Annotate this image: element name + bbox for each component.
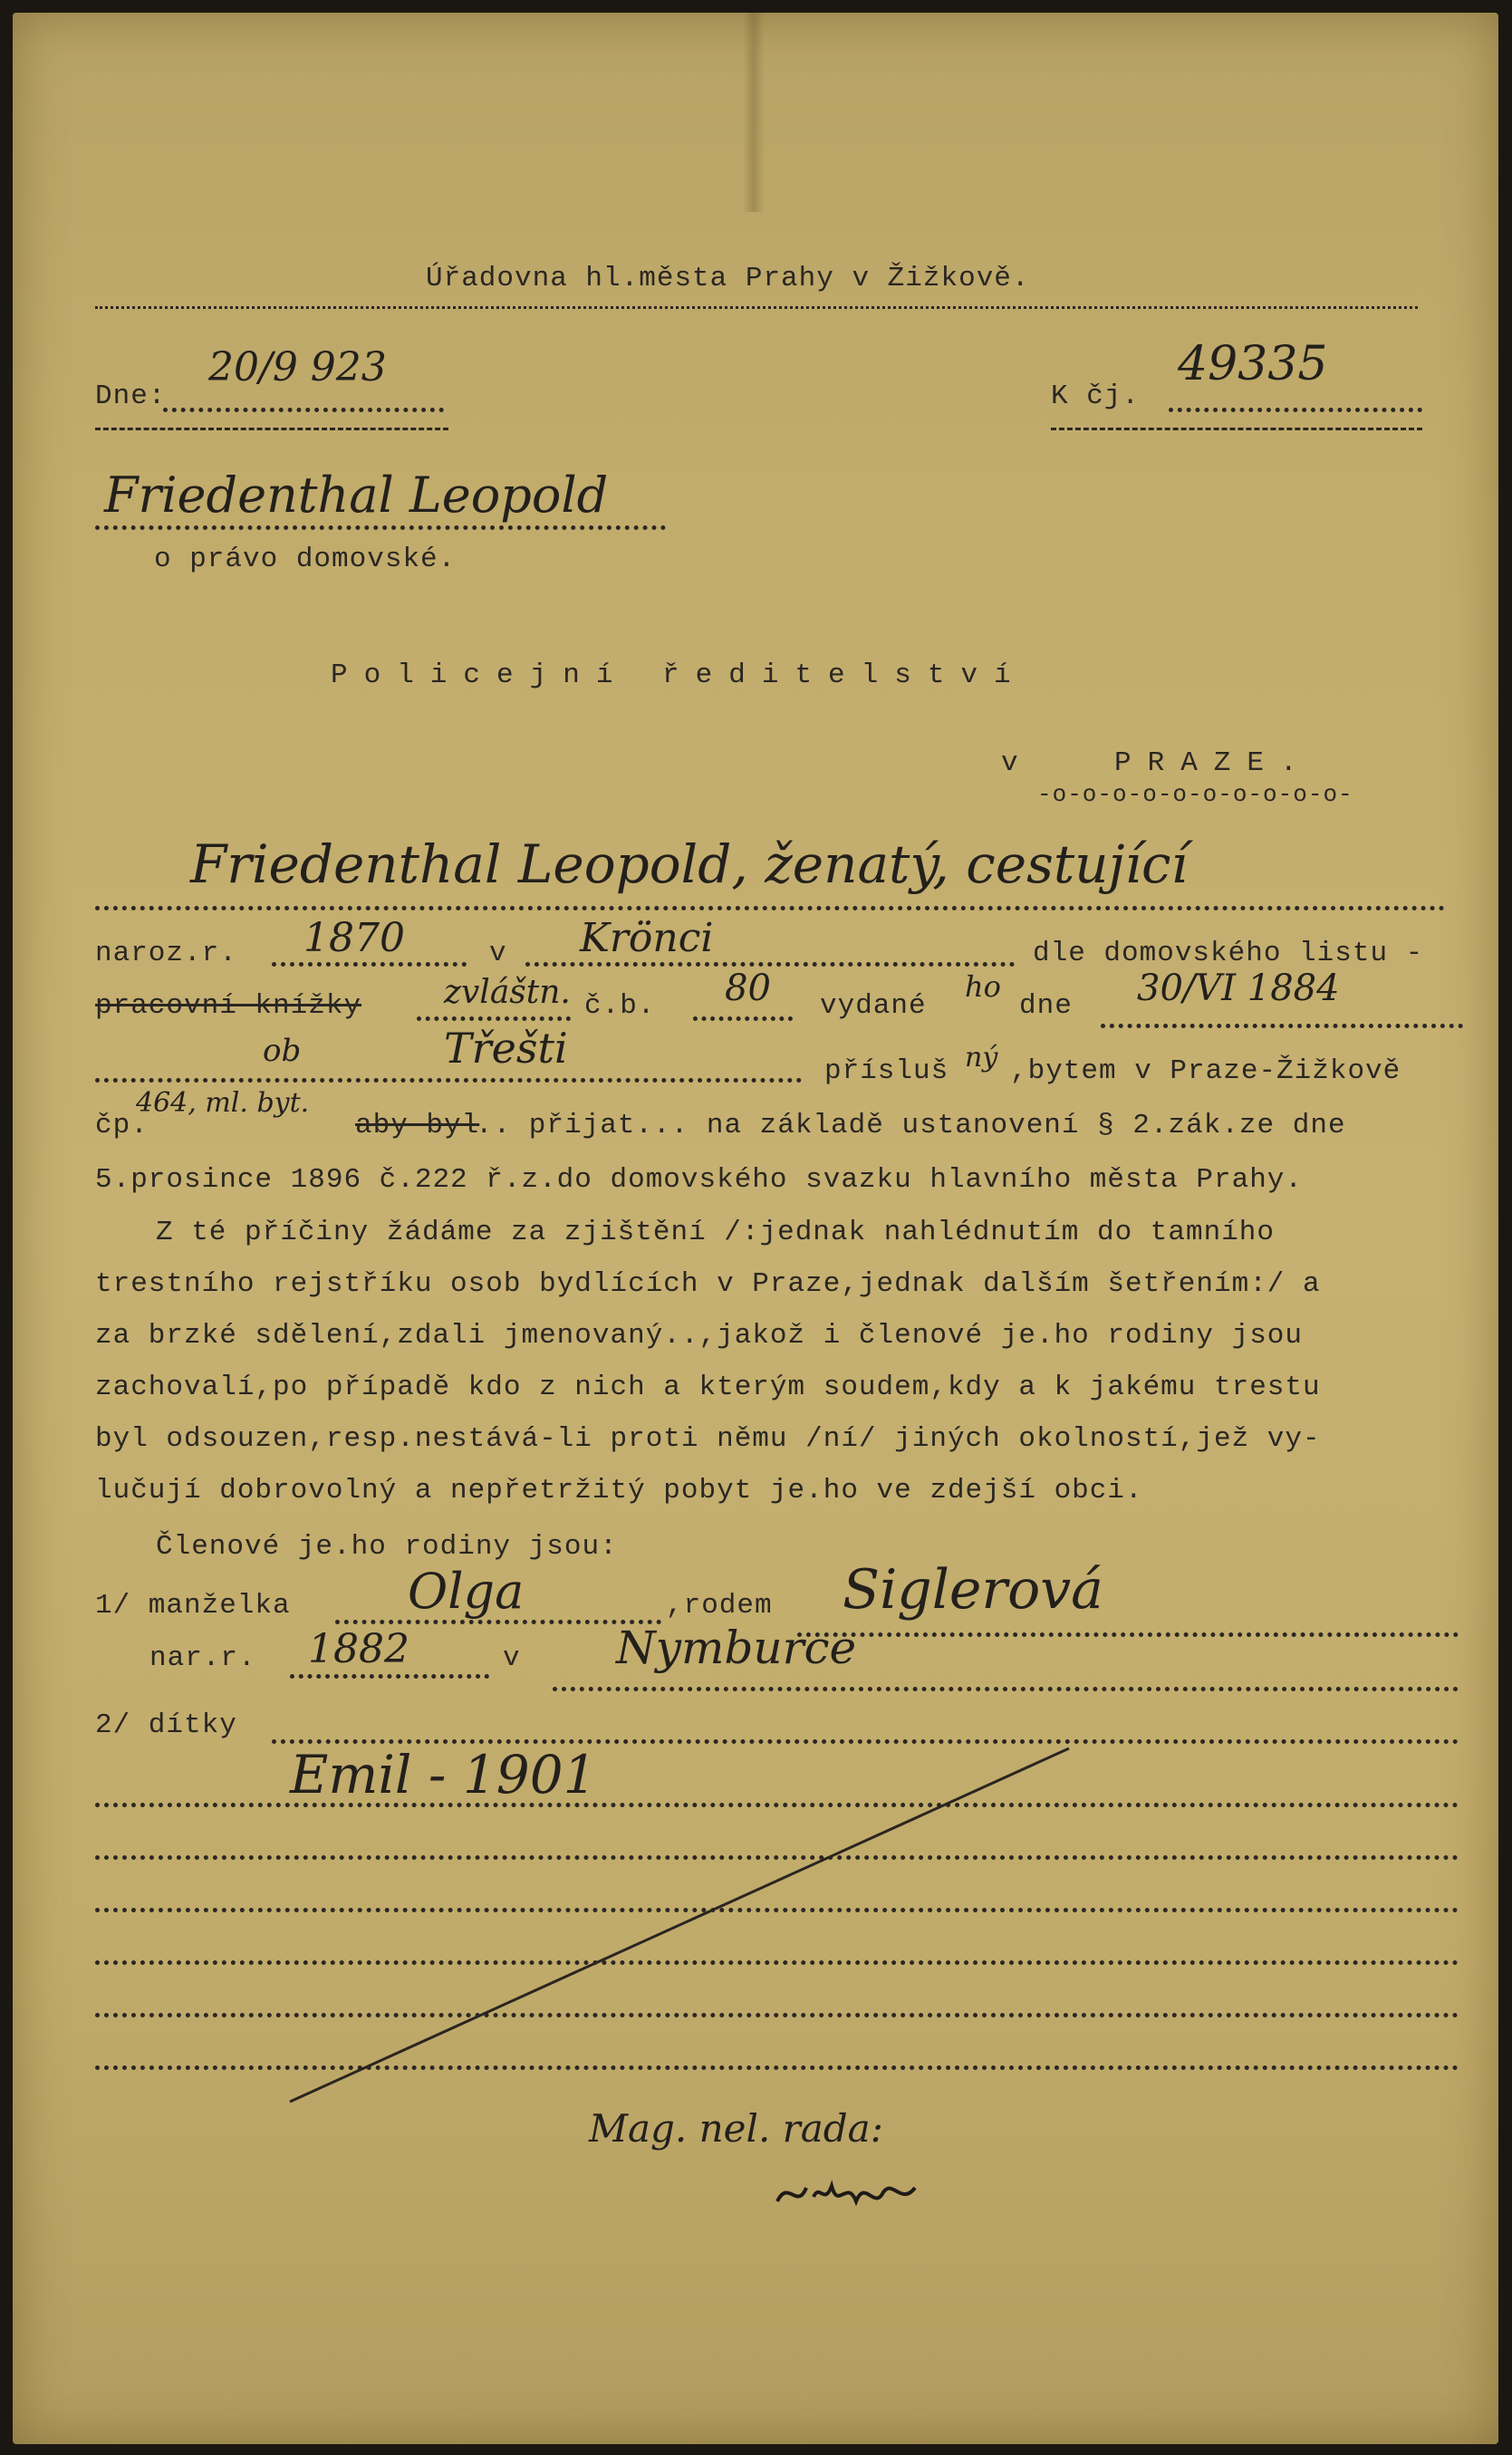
cp-label: čp. (95, 1110, 149, 1141)
request-line-2: trestního rejstříku osob bydlících v Praze,jednak dalším šetřením:/ a (95, 1268, 1321, 1300)
issued-suffix: ho (965, 969, 1001, 1004)
wife-birth-place-dots (553, 1687, 1459, 1691)
cp-value: 464, ml. byt. (136, 1087, 310, 1119)
cb-value: 80 (725, 968, 771, 1009)
work-book-struck: pracovní knížky (95, 990, 362, 1022)
request-line-1: Z té příčiny žádáme za zjištění /:jednak nahlédnutím do tamního (156, 1217, 1275, 1248)
wife-v: v (503, 1642, 521, 1674)
child-entry: Emil - 1901 (290, 1744, 597, 1805)
request-line-5: byl odsouzen,resp.nestává-li proti němu /ní/ jiných okolností,jež vy- (95, 1423, 1321, 1455)
belonging-suffix: ný (965, 1042, 998, 1073)
subject-name: Friedenthal Leopold (104, 467, 609, 524)
birth-place-dots (525, 962, 1015, 967)
wife-label: 1/ manželka (95, 1590, 291, 1622)
date-underline (95, 428, 448, 430)
place-prefix-hw: ob (263, 1033, 302, 1069)
signature (770, 2161, 933, 2224)
ref-value: 49335 (1178, 337, 1328, 391)
wife-maiden-name: Siglerová (843, 1558, 1103, 1622)
issue-date: 30/VI 1884 (1137, 968, 1340, 1009)
children-label: 2/ dítky (95, 1709, 237, 1741)
issuer-handwritten: zvláštn. (444, 974, 571, 1011)
place-dots (95, 1078, 802, 1083)
person-dots (95, 906, 1445, 910)
subject-dots (95, 525, 666, 530)
ref-dots (1169, 408, 1422, 412)
date-label: Dne: (95, 380, 167, 412)
addressee-prefix: v (1001, 747, 1019, 779)
wife-birth-year-dots (290, 1674, 489, 1679)
date-dots (163, 408, 444, 412)
place-hw: Třešti (444, 1024, 568, 1073)
addressee-city: PRAZE. (1114, 747, 1314, 779)
request-line-3: za brzké sdělení,zdali jmenovaný..,jakož i členové je.ho rodiny jsou (95, 1320, 1304, 1352)
person-description: Friedenthal Leopold, ženatý, cestující (190, 833, 1189, 895)
cancel-stroke (272, 1739, 1087, 2120)
request-line-4: zachovalí,po případě kdo z nich a kterým soudem,kdy a k jakému trestu (95, 1372, 1321, 1403)
naroz-label: naroz.r. (95, 938, 237, 969)
ref-underline (1051, 428, 1422, 430)
rodem-label: ,rodem (666, 1590, 773, 1622)
wife-birth-year: 1882 (308, 1626, 409, 1672)
request-line-6: lučují dobrovolný a nepřetržitý pobyt je.ho ve zdejší obci. (95, 1475, 1143, 1507)
residence-text: ,bytem v Praze-Žižkově (1010, 1055, 1401, 1087)
cb-label: č.b. (584, 990, 656, 1022)
birth-place: Krönci (580, 915, 714, 961)
wife-birth-place: Nymburce (616, 1622, 857, 1674)
acceptance-text: .. přijat... na základě ustanovení § 2.zák.ze dne (476, 1110, 1346, 1141)
subject-topic: o právo domovské. (154, 544, 457, 575)
wife-name: Olga (408, 1563, 525, 1620)
aby-byl-struck: aby byl (355, 1110, 480, 1141)
cb-dots (693, 1016, 793, 1021)
birth-year: 1870 (303, 915, 405, 961)
domicile-list-text: dle domovského listu - (1033, 938, 1424, 969)
law-line: 5.prosince 1896 č.222 ř.z.do domovského svazku hlavního města Prahy. (95, 1164, 1304, 1196)
note-handwritten: Mag. nel. rada: (589, 2106, 883, 2151)
paper-fold (743, 13, 765, 212)
birth-v: v (489, 938, 507, 969)
belonging-label: přísluš (824, 1055, 949, 1087)
addressee-underline: -o-o-o-o-o-o-o-o-o-o- (1037, 781, 1353, 808)
wife-name-dots (335, 1620, 661, 1624)
members-intro: Členové je.ho rodiny jsou: (156, 1531, 618, 1563)
header-separator (95, 306, 1418, 309)
ref-label: K čj. (1051, 380, 1141, 412)
issued-label: vydané (820, 990, 927, 1022)
office-heading: Úřadovna hl.města Prahy v Žižkově. (426, 263, 1030, 294)
birth-year-dots (272, 962, 467, 967)
issue-date-dots (1101, 1024, 1463, 1028)
date-word: dne (1019, 990, 1073, 1022)
wife-birth-label: nar.r. (149, 1642, 256, 1674)
issuer-dots (417, 1016, 571, 1021)
addressee-line1: Policejní ředitelství (331, 659, 1027, 691)
date-value: 20/9 923 (208, 344, 387, 390)
wife-maiden-dots (797, 1632, 1459, 1637)
